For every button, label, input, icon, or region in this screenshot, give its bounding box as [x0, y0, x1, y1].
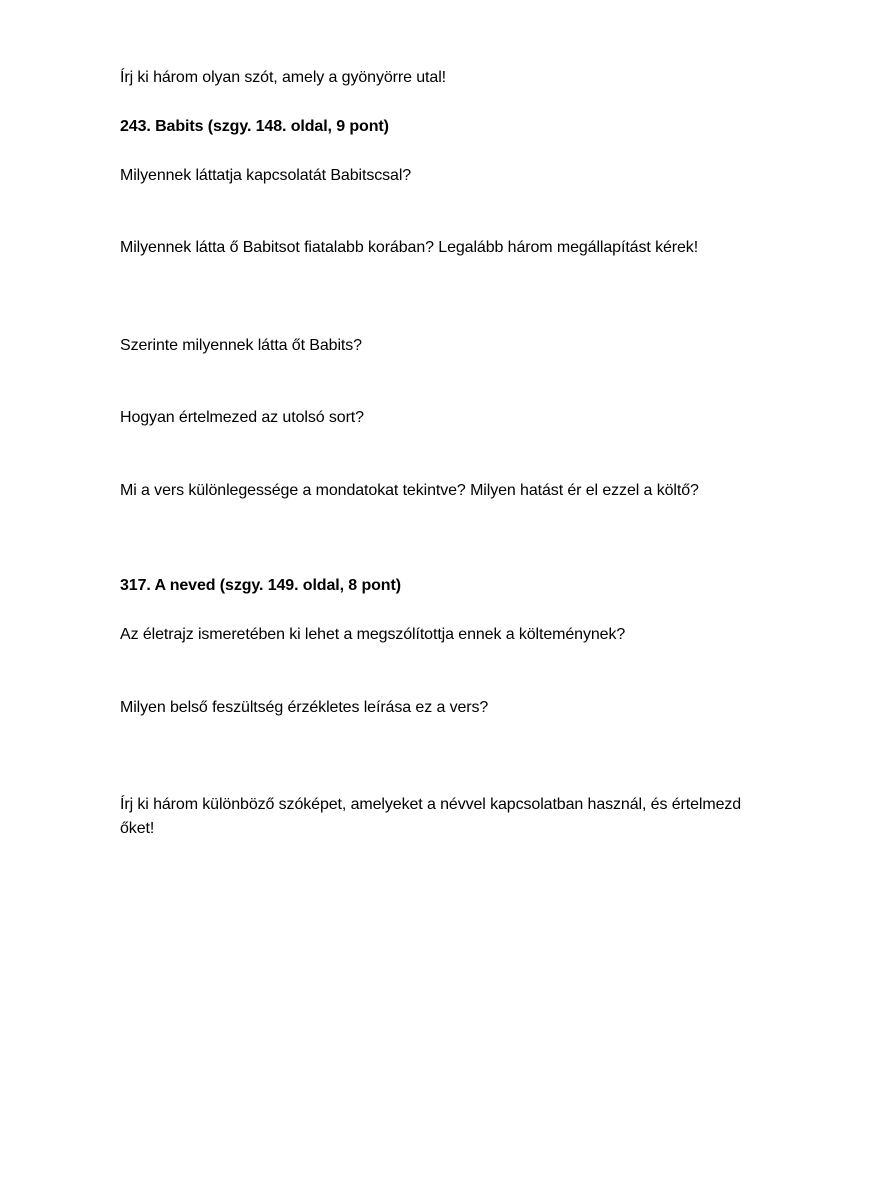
question-text: Az életrajz ismeretében ki lehet a megszólítottja ennek a költeménynek?	[120, 626, 626, 643]
question-text-continuation: őket!	[120, 820, 155, 837]
question-text: Szerinte milyennek látta őt Babits?	[120, 337, 362, 354]
question-text: Milyennek láttatja kapcsolatát Babitscsal?	[120, 167, 412, 184]
section-heading-243: 243. Babits (szgy. 148. oldal, 9 pont)	[120, 118, 389, 135]
question-text: Milyen belső feszültség érzékletes leírása ez a vers?	[120, 699, 489, 716]
question-text: Írj ki három különböző szóképet, amelyeket a névvel kapcsolatban használ, és értelmezd	[120, 796, 742, 813]
question-text: Milyennek látta ő Babitsot fiatalabb korában? Legalább három megállapítást kérek!	[120, 239, 699, 256]
question-text: Hogyan értelmezed az utolsó sort?	[120, 409, 364, 426]
section-heading-317: 317. A neved (szgy. 149. oldal, 8 pont)	[120, 577, 401, 594]
question-text: Mi a vers különlegessége a mondatokat tekintve? Milyen hatást ér el ezzel a költő?	[120, 482, 699, 499]
question-text: Írj ki három olyan szót, amely a gyönyörre utal!	[120, 69, 447, 86]
